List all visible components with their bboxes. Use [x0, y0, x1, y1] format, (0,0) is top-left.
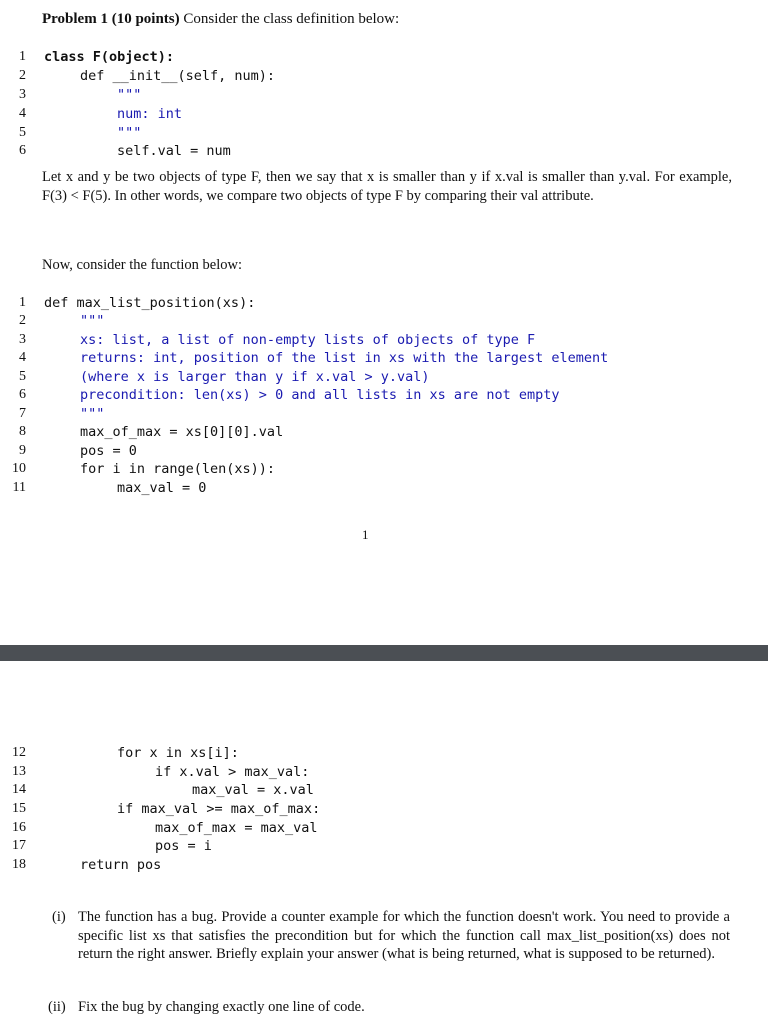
code-line: """: [117, 125, 142, 141]
code-line: for x in xs[i]:: [117, 745, 239, 761]
code-line: max_val = 0: [117, 480, 207, 496]
problem-label: Problem 1 (10 points): [42, 11, 180, 27]
code-line: if max_val >= max_of_max:: [117, 801, 321, 817]
code-line: def max_list_position(xs):: [44, 295, 256, 311]
line-number: 9: [19, 443, 26, 458]
code-line: returns: int, position of the list in xs with the largest element: [80, 350, 609, 366]
problem-intro: Consider the class definition below:: [183, 11, 400, 27]
line-number: 10: [12, 461, 26, 476]
question-text: Fix the bug by changing exactly one line of code.: [78, 999, 365, 1015]
line-number: 6: [19, 387, 26, 402]
line-number: 3: [19, 332, 26, 347]
code-line: """: [80, 406, 105, 422]
code-line: xs: list, a list of non-empty lists of objects of type F: [80, 332, 536, 348]
code-line: """: [117, 87, 142, 103]
code-line: if x.val > max_val:: [155, 764, 310, 780]
question-text: The function has a bug. Provide a counter example for which the function doesn't work. You need to provide a specific list xs that satisfies the precondition but for which the function call max_list_position(xs) does not return the right answer. Briefly explain your answer (what is being returned, what is supposed to be returned).: [78, 909, 730, 962]
code-line: (where x is larger than y if x.val > y.val): [80, 369, 430, 385]
code-line: precondition: len(xs) > 0 and all lists in xs are not empty: [80, 387, 560, 403]
line-number: 14: [12, 782, 26, 797]
line-number: 12: [12, 745, 26, 760]
code-line: pos = 0: [80, 443, 137, 459]
question-ii: [0, 998, 768, 1018]
code-line: return pos: [80, 857, 162, 873]
line-number: 2: [19, 313, 26, 328]
question-i: [0, 908, 768, 988]
code-line: self.val = num: [117, 143, 231, 159]
code-line: max_val = x.val: [192, 782, 314, 798]
line-number: 1: [19, 295, 26, 310]
code-line: max_of_max = max_val: [155, 820, 318, 836]
code-line: max_of_max = xs[0][0].val: [80, 424, 284, 440]
line-number: 5: [19, 125, 26, 140]
line-number: 5: [19, 369, 26, 384]
question-label: (ii): [48, 999, 66, 1015]
comparison-paragraph: Let x and y be two objects of type F, then we say that x is smaller than y if x.val is smaller than y.val. For example, F(3) < F(5). In other words, we compare two objects of type F by comparing their val attribute.: [42, 169, 732, 204]
code-line: """: [80, 313, 105, 329]
line-number: 3: [19, 87, 26, 102]
code-line: num: int: [117, 106, 183, 122]
line-number: 6: [19, 143, 26, 158]
code-line: def __init__(self, num):: [80, 68, 276, 84]
code-line: for i in range(len(xs)):: [80, 461, 276, 477]
page-number: 1: [362, 527, 369, 542]
line-number: 4: [19, 106, 26, 121]
question-label: (i): [52, 909, 66, 925]
page-divider: [0, 645, 768, 661]
line-number: 11: [12, 480, 26, 495]
line-number: 15: [12, 801, 26, 816]
line-number: 13: [12, 764, 26, 779]
line-number: 18: [12, 857, 26, 872]
line-number: 2: [19, 68, 26, 83]
line-number: 4: [19, 350, 26, 365]
problem-heading: [42, 11, 399, 28]
code-line: class F(object):: [44, 49, 175, 65]
code-line: pos = i: [155, 838, 212, 854]
line-number: 1: [19, 49, 26, 64]
line-number: 16: [12, 820, 26, 835]
function-intro: Now, consider the function below:: [42, 257, 242, 273]
line-number: 17: [12, 838, 26, 853]
line-number: 7: [19, 406, 26, 421]
line-number: 8: [19, 424, 26, 439]
